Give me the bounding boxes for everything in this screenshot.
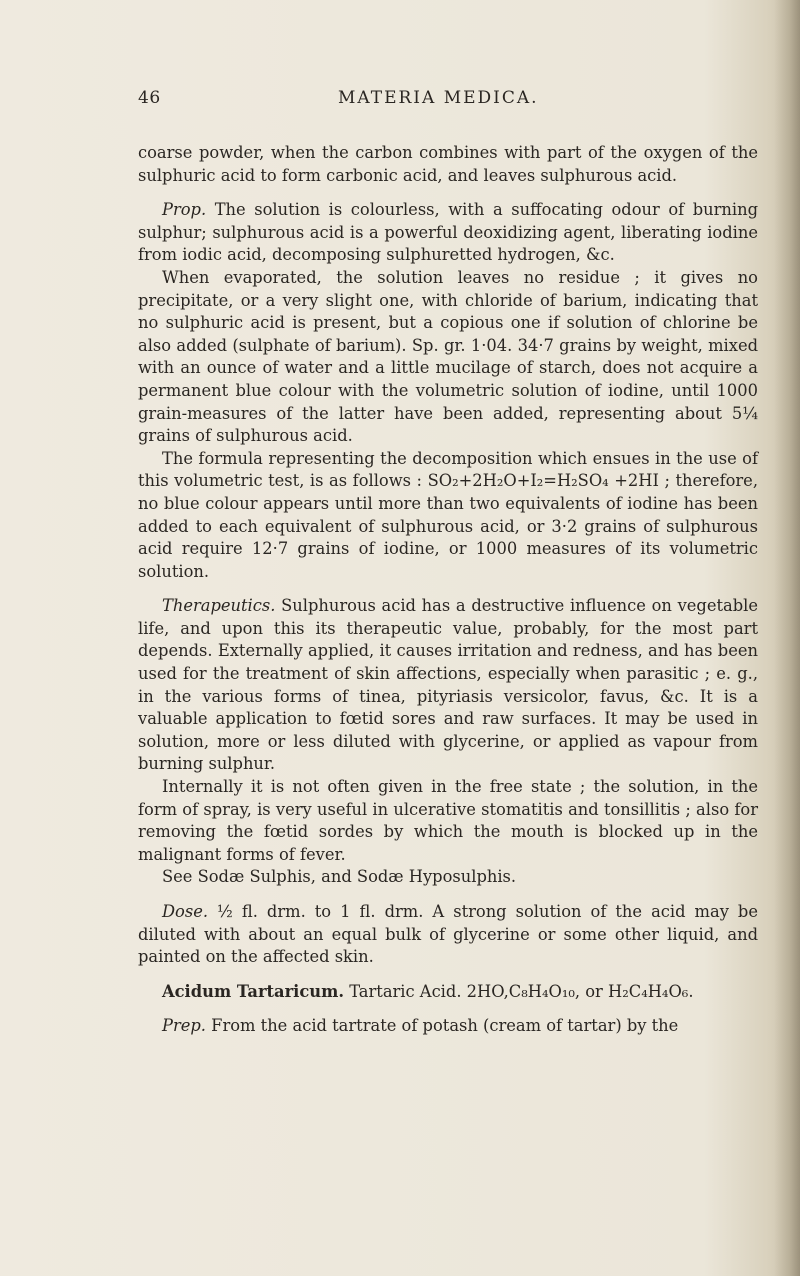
page-edge-shadow xyxy=(774,0,800,1276)
paragraph-text: Internally it is not often given in the free state ; the solution, in the form of spray, is very useful in ulcerative stomatitis and tonsillitis ; also for removing the fœtid sordes by which the mouth is blocked up in the malignant forms of fever. xyxy=(138,777,758,864)
paragraph-text: From the acid tartrate of potash (cream of tartar) by the xyxy=(205,1016,679,1036)
page-body xyxy=(138,142,758,1038)
paragraph-text: coarse powder, when the carbon combines with part of the oxygen of the sulphuric acid to form carbonic acid, and leaves sulphurous acid. xyxy=(138,143,758,185)
paragraph-evaporation-test xyxy=(138,267,758,448)
paragraph-formula xyxy=(138,448,758,584)
paragraph-text: ½ fl. drm. to 1 fl. drm. A strong solution of the acid may be diluted with about an equal bulk of glycerine or some other liquid, and painted on the affected skin. xyxy=(138,902,758,967)
entry-heading: Acidum Tartaricum. xyxy=(162,981,345,1001)
paragraph-properties xyxy=(138,199,758,267)
paragraph-text: Tartaric Acid. 2HO,C₈H₄O₁₀, or H₂C₄H₄O₆. xyxy=(344,981,694,1001)
paragraph-internal-use xyxy=(138,776,758,866)
paragraph-text: The solution is colourless, with a suffocating odour of burning sulphur; sulphurous acid is a powerful deoxidizing agent, liberating iodine from iodic acid, decomposing sulphuretted hydrogen, &c. xyxy=(138,200,758,265)
dose-label: Dose. xyxy=(162,902,209,921)
paragraph-therapeutics xyxy=(138,595,758,776)
paragraph-text: See Sodæ Sulphis, and Sodæ Hyposulphis. xyxy=(162,867,517,887)
paragraph-see-also xyxy=(138,866,758,889)
properties-label: Prop. xyxy=(162,200,207,220)
paragraph-text: The formula representing the decomposition which ensues in the use of this volumetric test, is as follows : SO₂+2H₂O+I₂=H₂SO₄ +2HI ; therefore, no blue colour appears until more than two equivalents of iodine has been added to each equivalent of sulphurous acid, or 3·2 grains of sulphurous acid require 12·7 grains of iodine, or 1000 measures of its volumetric solution. xyxy=(138,448,758,581)
paragraph-dose xyxy=(138,901,758,969)
preparation-label: Prep. xyxy=(162,1016,206,1036)
paragraph-entry-heading xyxy=(138,981,758,1004)
therapeutics-label: Therapeutics. xyxy=(162,596,276,616)
paragraph-text: When evaporated, the solution leaves no residue ; it gives no precipitate, or a very slight one, with chloride of barium, indicating that no sulphuric acid is present, but a copious one if solution of chlorine be also added (sulphate of barium). Sp. gr. 1·04. 34·7 grains by weight, mixed with an ounce of water and a little mucilage of starch, does not acquire a permanent blue colour with the volumetric solution of iodine, until 1000 grain-measures of the latter have been added, representing about 5¼ grains of sulphurous acid. xyxy=(138,267,758,446)
paragraph-text: Sulphurous acid has a destructive influence on vegetable life, and upon this its therapeutic value, probably, for the most part depends. Externally applied, it causes irritation and redness, and has been used for the treatment of skin affections, especially when parasitic ; e. g., in the various forms of tinea, pityriasis versicolor, favus, &c. It is a valuable application to fœtid sores and raw surfaces. It may be used in solution, more or less diluted with glycerine, or applied as vapour from burning sulphur. xyxy=(138,596,758,774)
paragraph-continuation xyxy=(138,142,758,187)
page-number: 46 xyxy=(138,88,161,108)
page-header xyxy=(138,88,758,118)
running-title: MATERIA MEDICA. xyxy=(338,88,539,108)
paragraph-preparation xyxy=(138,1015,758,1038)
